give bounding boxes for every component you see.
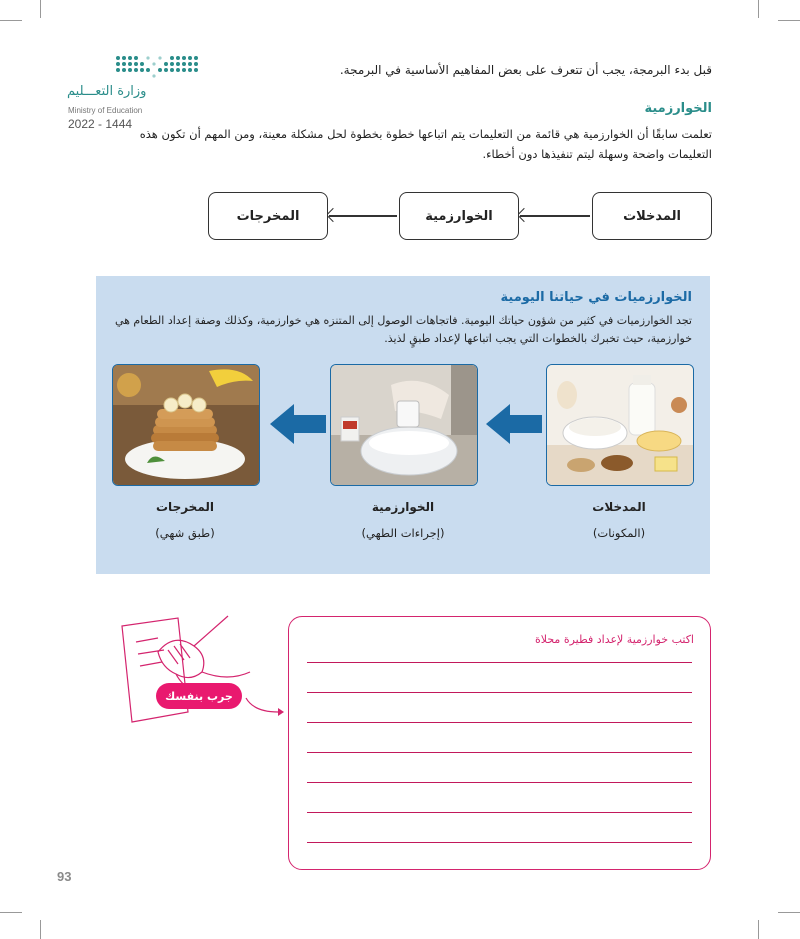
- ingredients-photo: [546, 364, 694, 486]
- ingredients-image-icon: [547, 365, 693, 485]
- exercise-prompt: اكتب خوارزمية لإعداد فطيرة محلاة: [535, 633, 694, 646]
- writing-line[interactable]: [307, 662, 692, 663]
- flow-inputs-box: [592, 192, 712, 240]
- cooking-image-icon: [331, 365, 477, 485]
- caption-outputs-sub: (طبق شهي): [155, 526, 215, 540]
- crop-mark: [758, 0, 759, 18]
- crop-mark: [0, 912, 22, 913]
- crop-mark: [0, 20, 22, 21]
- writing-line[interactable]: [307, 752, 692, 753]
- section-paragraph: تعلمت سابقًا أن الخوارزمية هي قائمة من التعليمات يتم اتباعها خطوة بخطوة لحل مشكلة معينة، ومن المهم أن تكون هذه التعليمات واضحة وسهلة ليتم تنفيذها دون أخطاء.: [139, 127, 712, 161]
- caption-algorithm-sub: (إجراءات الطهي): [361, 526, 445, 540]
- caption-algorithm-title: الخوارزمية: [371, 500, 435, 514]
- ministry-name-ar: وزارة التعـــليم: [67, 84, 147, 99]
- crop-mark: [758, 920, 759, 939]
- flow-arrow: [329, 215, 397, 217]
- section-heading: الخوارزمية: [644, 101, 712, 116]
- writing-line[interactable]: [307, 692, 692, 693]
- panel-text: تجد الخوارزميات في كثير من شؤون حياتك اليومية. فاتجاهات الوصول إلى المتنزه هي خوارزمية، وكذلك وصفة إعداد الطعام هي خوارزمية، حيث تخبرك بالخطوات التي يجب اتباعها لإعداد طبقٍ لذيذ.: [114, 314, 692, 345]
- flow-algorithm-box: [399, 192, 519, 240]
- flow-inputs-label: المدخلات: [623, 208, 681, 224]
- ministry-name-en: Ministry of Education: [68, 106, 143, 115]
- caption-inputs-title: المدخلات: [592, 500, 646, 514]
- crop-mark: [40, 0, 41, 18]
- page-number: 93: [57, 869, 72, 884]
- arrow-right-icon: [244, 696, 284, 720]
- try-yourself-badge: [156, 683, 242, 709]
- writing-line[interactable]: [307, 722, 692, 723]
- examples-panel: [96, 276, 710, 574]
- caption-inputs-sub: (المكونات): [592, 526, 646, 540]
- pancakes-image-icon: [113, 365, 259, 485]
- ministry-year: 2022 - 1444: [68, 117, 133, 131]
- try-yourself-label: جرب بنفسك: [165, 689, 233, 703]
- flow-outputs-box: [208, 192, 328, 240]
- writing-line[interactable]: [307, 782, 692, 783]
- crop-mark: [778, 912, 800, 913]
- exercise-box: [288, 616, 711, 870]
- writing-line[interactable]: [307, 842, 692, 843]
- flow-algorithm-label: الخوارزمية: [425, 208, 493, 224]
- cooking-photo: [330, 364, 478, 486]
- pancakes-photo: [112, 364, 260, 486]
- intro-text: قبل بدء البرمجة، يجب أن تتعرف على بعض المفاهيم الأساسية في البرمجة.: [339, 63, 712, 77]
- flow-outputs-label: المخرجات: [236, 208, 300, 224]
- caption-outputs-title: المخرجات: [156, 500, 214, 514]
- crop-mark: [778, 20, 800, 21]
- arrow-left-icon: [486, 404, 542, 444]
- ministry-logo-icon: [112, 50, 202, 80]
- crop-mark: [40, 920, 41, 939]
- panel-title: الخوارزميات في حياتنا اليومية: [500, 290, 692, 305]
- arrow-left-icon: [270, 404, 326, 444]
- writing-line[interactable]: [307, 812, 692, 813]
- flow-arrow: [520, 215, 590, 217]
